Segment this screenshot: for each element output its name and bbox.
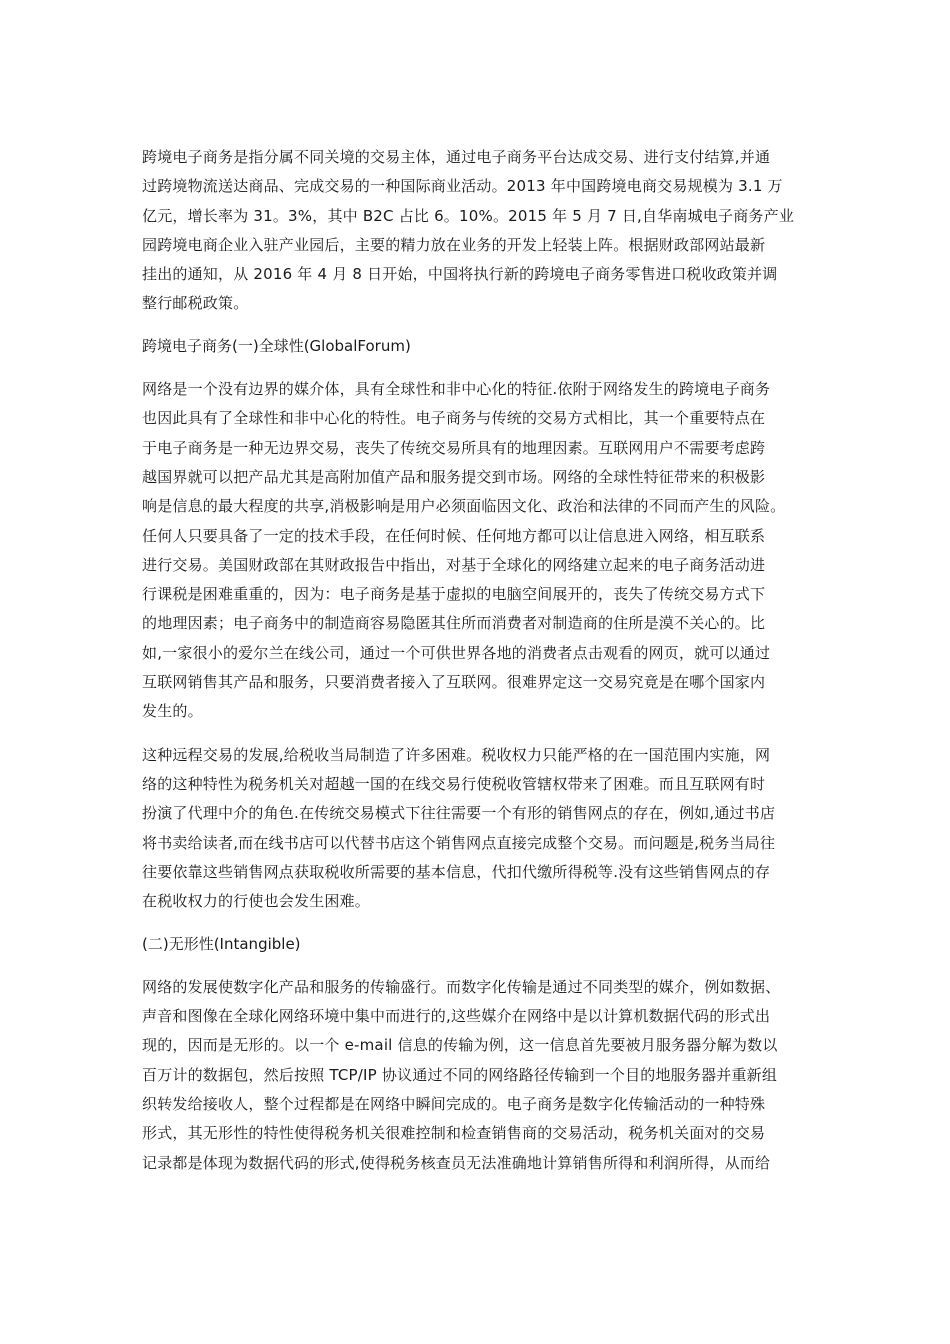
text-line: 挂出的通知，从 2016 年 4 月 8 日开始，中国将执行新的跨境电子商务零售进口税收政策并调 <box>142 265 778 284</box>
text-line: 这种远程交易的发展,给税收当局制造了许多困难。税收权力只能严格的在一国范围内实施，网 <box>142 745 771 764</box>
paragraph-intro <box>142 143 812 319</box>
text-line: 往要依靠这些销售网点获取税收所需要的基本信息，代扣代缴所得税等.没有这些销售网点的存 <box>142 862 771 881</box>
text-line: 整行邮税政策。 <box>142 294 249 313</box>
text-line: 织转发给接收人，整个过程都是在网络中瞬间完成的。电子商务是数字化传输活动的一种特殊 <box>142 1094 766 1113</box>
text-line: 在税收权力的行使也会发生困难。 <box>142 892 371 911</box>
text-line: 将书卖给读者,而在线书店可以代替书店这个销售网点直接完成整个交易。而问题是,税务当局往 <box>142 833 776 852</box>
section-heading-intangible: (二)无形性(Intangible) <box>142 935 301 954</box>
text-line: 行课税是困难重重的，因为：电子商务是基于虚拟的电脑空间展开的，丧失了传统交易方式下 <box>142 585 766 604</box>
document-page <box>142 143 812 1178</box>
text-line: 的地理因素；电子商务中的制造商容易隐匿其住所而消费者对制造商的住所是漠不关心的。比 <box>142 614 766 633</box>
text-line: 络的这种特性为税务机关对超越一国的在线交易行使税收管辖权带来了困难。而且互联网有时 <box>142 774 766 793</box>
text-line: 跨境电子商务是指分属不同关境的交易主体，通过电子商务平台达成交易、进行支付结算,并通 <box>142 148 771 166</box>
text-line: 越国界就可以把产品尤其是高附加值产品和服务提交到市场。网络的全球性特征带来的积极影 <box>142 467 766 486</box>
text-line: 如,一家很小的爱尔兰在线公司，通过一个可供世界各地的消费者点击观看的网页，就可以通过 <box>142 643 771 662</box>
text-line: 记录都是体现为数据代码的形式,使得税务核查员无法准确地计算销售所得和利润所得，从而给 <box>142 1153 771 1172</box>
text-line: 互联网销售其产品和服务，只要消费者接入了互联网。很难界定这一交易究竟是在哪个国家内 <box>142 673 766 692</box>
text-line: 过跨境物流送达商品、完成交易的一种国际商业活动。2013 年中国跨境电商交易规模为 3.1 万 <box>142 177 783 196</box>
text-line: 于电子商务是一种无边界交易，丧失了传统交易所具有的地理因素。互联网用户不需要考虑跨 <box>142 438 766 457</box>
text-line: 百万计的数据包，然后按照 TCP/IP 协议通过不同的网络路径传输到一个目的地服务器并重新组 <box>142 1065 778 1084</box>
text-line: 形式，其无形性的特性使得税务机关很难控制和检查销售商的交易活动，税务机关面对的交易 <box>142 1124 766 1143</box>
text-line: 网络是一个没有边界的媒介体，具有全球性和非中心化的特征.依附于网络发生的跨境电子商务 <box>142 380 771 399</box>
text-line: 现的，因而是无形的。以一个 e-mail 信息的传输为例，这一信息首先要被月服务器分解为数以 <box>142 1036 778 1055</box>
text-line: 也因此具有了全球性和非中心化的特性。电子商务与传统的交易方式相比，其一个重要特点在 <box>142 409 766 428</box>
paragraph-remote-trade <box>142 741 812 917</box>
text-line: 任何人只要具备了一定的技术手段，在任何时候、任何地方都可以让信息进入网络，相互联系 <box>142 526 766 545</box>
text-line: 园跨境电商企业入驻产业园后，主要的精力放在业务的开发上轻装上阵。根据财政部网站最新 <box>142 235 766 254</box>
paragraph-intangible <box>142 973 812 1178</box>
text-line: 响是信息的最大程度的共享,消极影响是用户必须面临因文化、政治和法律的不同而产生的风险。 <box>142 497 786 516</box>
paragraph-global <box>142 375 812 727</box>
text-line: 进行交易。美国财政部在其财政报告中指出，对基于全球化的网络建立起来的电子商务活动进 <box>142 555 766 574</box>
text-line: 发生的。 <box>142 702 203 721</box>
section-heading-global: 跨境电子商务(一)全球性(GlobalForum) <box>142 336 411 355</box>
text-line: 声音和图像在全球化网络环境中集中而进行的,这些媒介在网络中是以计算机数据代码的形式出 <box>142 1007 771 1026</box>
text-line: 网络的发展使数字化产品和服务的传输盛行。而数字化传输是通过不同类型的媒介，例如数据、 <box>142 977 781 996</box>
text-line: 亿元，增长率为 31。3%，其中 B2C 占比 6。10%。2015 年 5 月 7 日,自华南城电子商务产业 <box>142 206 795 225</box>
text-line: 扮演了代理中介的角色.在传统交易模式下往往需要一个有形的销售网点的存在，例如,通过书店 <box>142 804 776 823</box>
